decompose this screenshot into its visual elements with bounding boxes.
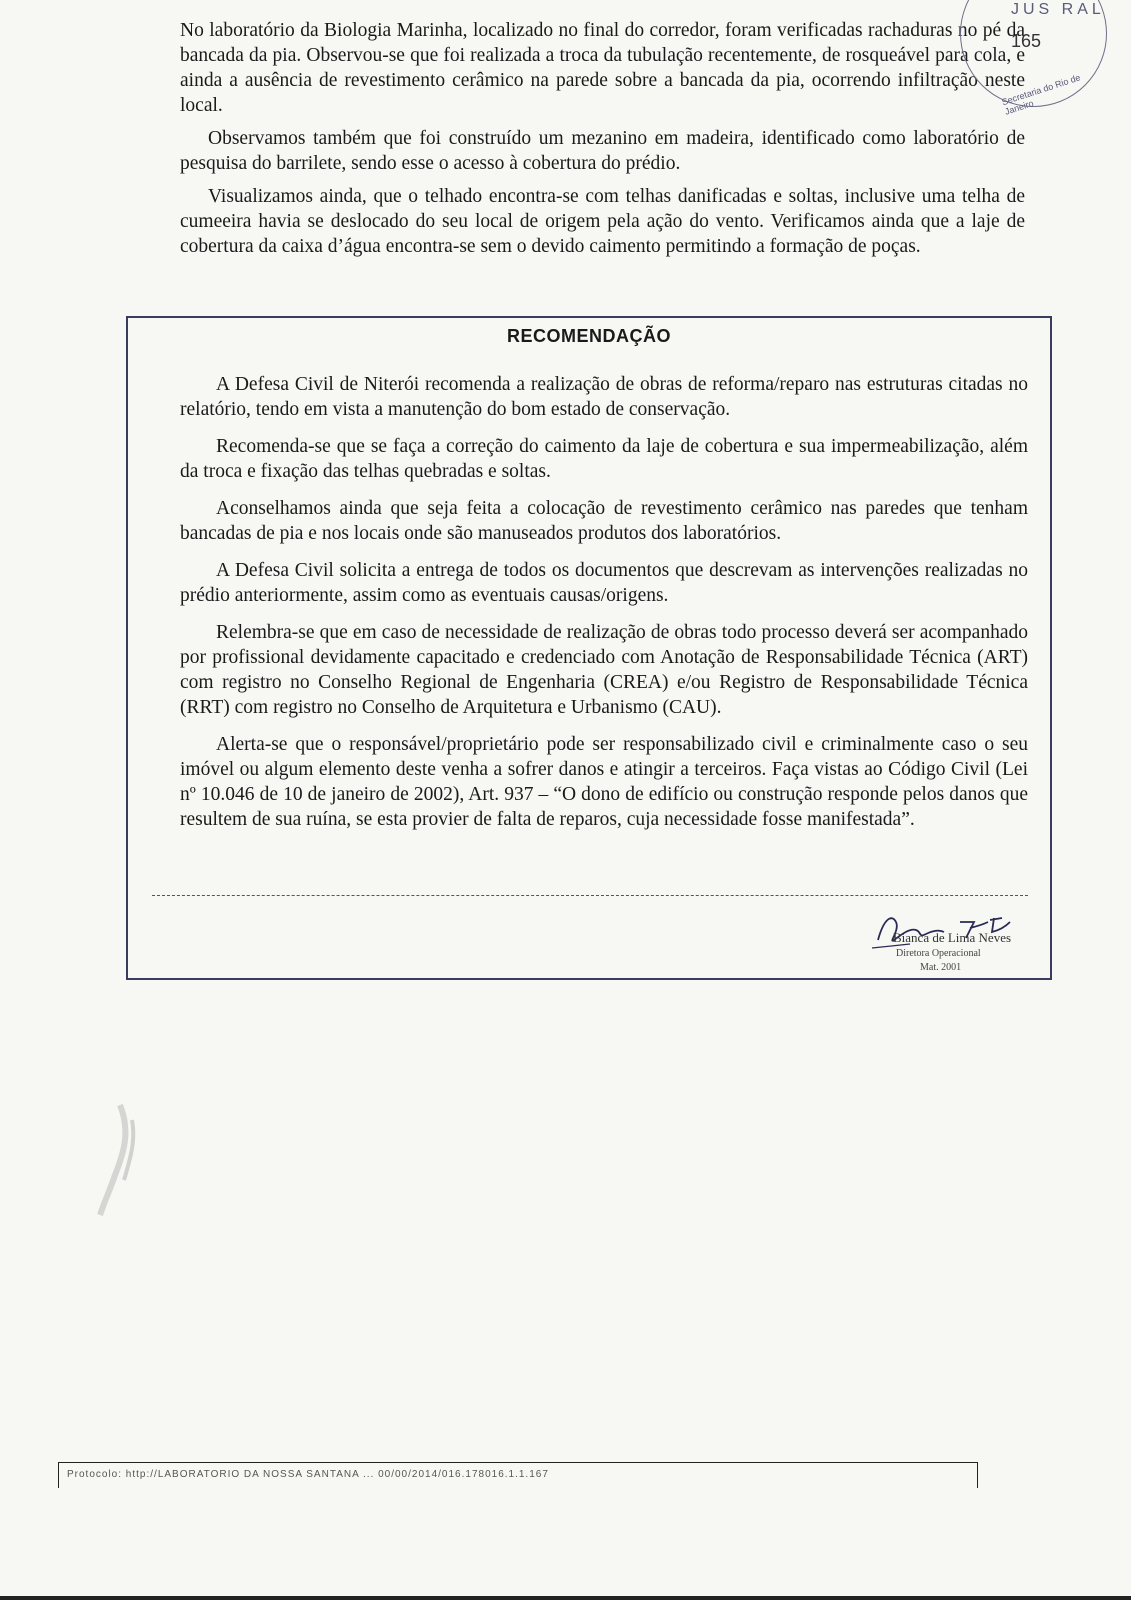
signer-name: Bianca de Lima Neves <box>893 930 1012 945</box>
footer-protocol-text: Protocolo: http://LABORATORIO DA NOSSA SANTANA ... 00/00/2014/016.178016.1.1.167 <box>67 1469 549 1479</box>
recommendation-title: RECOMENDAÇÃO <box>506 326 671 346</box>
intro-paragraph-1: No laboratório da Biologia Marinha, localizado no final do corredor, foram verificadas rachaduras no pé da bancada da pia. Observou-se que foi realizada a troca da tubulação recentemente, de rosqueável para cola, e ainda a ausência de revestimento cerâmico na parede sobre a bancada da pia, ocorrendo infiltração neste local. <box>180 20 1025 116</box>
recommendation-body <box>180 372 1028 844</box>
signer-role: Diretora Operacional <box>896 948 981 959</box>
divider-line <box>152 895 1028 896</box>
intro-paragraph-3: Visualizamos ainda, que o telhado encontra-se com telhas danificadas e soltas, inclusive uma telha de cumeeira havia se deslocado do seu local de origem pela ação do vento. Verificamos ainda que a laje de cobertura da caixa d’água encontra-se sem o devido caimento permitindo a formação de poças. <box>180 186 1025 257</box>
page-number: 165 <box>1011 31 1042 51</box>
stamp-top-text: JUS RAL <box>1011 1 1105 18</box>
intro-section <box>180 18 1025 267</box>
recommendation-paragraph-5: Relembra-se que em caso de necessidade de realização de obras todo processo deverá ser acompanhado por profissional devidamente capacitado e credenciado com Anotação de Responsabilidade Técnica (ART) com registro no Conselho Regional de Engenharia (CREA) e/ou Registro de Responsabilidade Técnica (RRT) com registro no Conselho de Arquitetura e Urbanismo (CAU). <box>180 622 1028 718</box>
recommendation-paragraph-1: A Defesa Civil de Niterói recomenda a realização de obras de reforma/reparo nas estruturas citadas no relatório, tendo em vista a manutenção do bom estado de conservação. <box>180 374 1028 420</box>
intro-paragraph-2: Observamos também que foi construído um mezanino em madeira, identificado como laboratório de pesquisa do barrilete, sendo esse o acesso à cobertura do prédio. <box>180 128 1025 174</box>
scan-bottom-edge <box>0 1596 1131 1600</box>
recommendation-paragraph-6: Alerta-se que o responsável/proprietário pode ser responsabilizado civil e criminalmente caso o seu imóvel ou algum elemento deste venha a sofrer danos e atingir a terceiros. Faça vistas ao Código Civil (Lei nº 10.046 de 10 de janeiro de 2002), Art. 937 – “O dono de edifício ou construção responde pelos danos que resultem de sua ruína, se esta provier de falta de reparos, cuja necessidade fosse manifestada”. <box>180 734 1028 830</box>
recommendation-paragraph-3: Aconselhamos ainda que seja feita a colocação de revestimento cerâmico nas paredes que tenham bancadas de pia e nos locais onde são manuseados produtos dos laboratórios. <box>180 498 1028 544</box>
recommendation-paragraph-2: Recomenda-se que se faça a correção do caimento da laje de cobertura e sua impermeabilização, além da troca e fixação das telhas quebradas e soltas. <box>180 436 1028 482</box>
stamp-bottom-text: Secretaria do Rio de Janeiro <box>1000 72 1082 117</box>
footer-protocol-bar <box>58 1462 978 1488</box>
scan-smudge <box>90 1100 150 1220</box>
recommendation-paragraph-4: A Defesa Civil solicita a entrega de todos os documentos que descrevam as intervenções realizadas no prédio anteriormente, assim como as eventuais causas/origens. <box>180 560 1028 606</box>
signer-id: Mat. 2001 <box>920 962 962 973</box>
recommendation-box <box>126 316 1052 980</box>
